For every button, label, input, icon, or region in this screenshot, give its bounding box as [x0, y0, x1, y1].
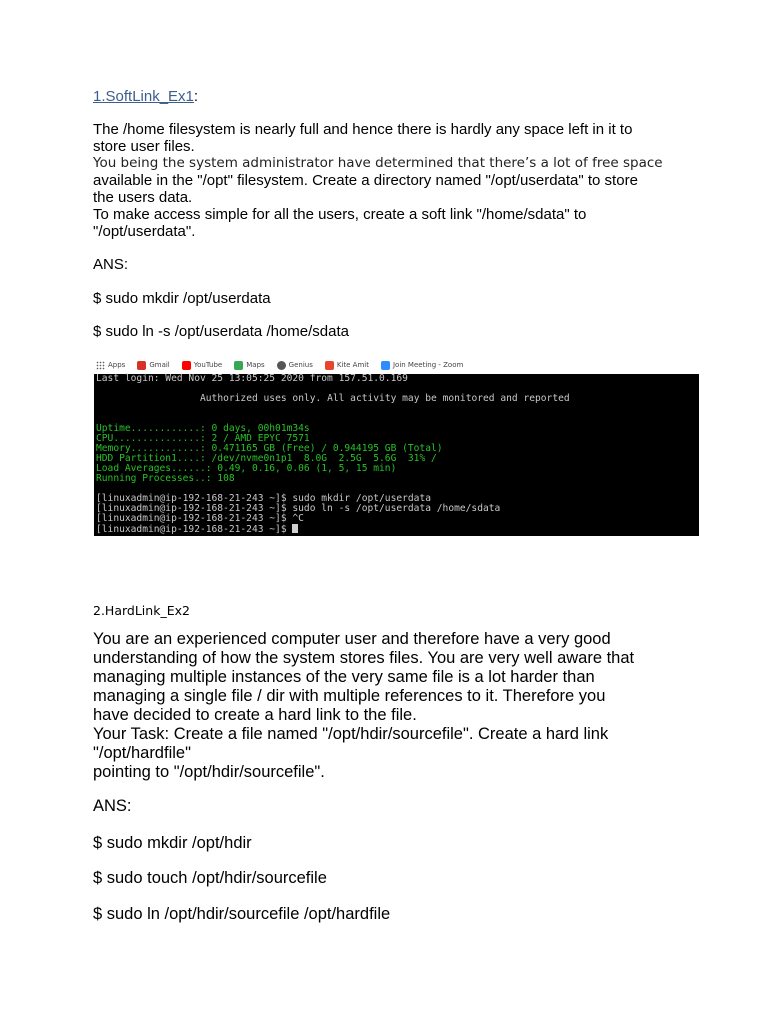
- terminal-prompt-ctrl-c: [linuxadmin@ip-192-168-21-243 ~]$ ^C: [96, 513, 304, 524]
- section1-para-line: To make access simple for all the users, create a soft link "/home/sdata" to: [93, 206, 587, 223]
- maps-icon: [234, 361, 243, 370]
- terminal-hdd: HDD Partition1....: /dev/nvme0n1p1 8.0G 2.5G 5.6G 31% /: [96, 453, 437, 464]
- terminal-cursor: [292, 524, 298, 533]
- section1-heading: [93, 88, 198, 105]
- section1-para-line: store user files.: [93, 138, 195, 155]
- section1-para-line: available in the "/opt" filesystem. Create a directory named "/opt/userdata" to store: [93, 172, 638, 189]
- section1-command-mkdir: $ sudo mkdir /opt/userdata: [93, 290, 271, 307]
- softlink-title-link[interactable]: 1.SoftLink_Ex1: [93, 88, 194, 105]
- terminal-load: Load Averages......: 0.49, 0.16, 0.06 (1, 5, 15 min): [96, 463, 397, 474]
- section2-para-line: managing a single file / dir with multiple references to it. Therefore you: [93, 687, 606, 705]
- bookmark-label: Kite Amit: [336, 361, 369, 369]
- bookmark-label: YouTube: [193, 361, 223, 369]
- terminal-banner: Authorized uses only. All activity may be monitored and reported: [200, 393, 570, 404]
- section2-command-mkdir: $ sudo mkdir /opt/hdir: [93, 834, 252, 852]
- terminal-prompt-ln: [linuxadmin@ip-192-168-21-243 ~]$ sudo ln -s /opt/userdata /home/sdata: [96, 503, 501, 514]
- bookmark-gmail[interactable]: [137, 361, 169, 370]
- section2-paragraph: [93, 630, 743, 782]
- bookmark-label: Maps: [246, 361, 265, 369]
- section2-command-ln: $ sudo ln /opt/hdir/sourcefile /opt/hardfile: [93, 905, 391, 923]
- section1-command-ln: $ sudo ln -s /opt/userdata /home/sdata: [93, 323, 349, 340]
- terminal-memory: Memory............: 0.471165 GB (Free) / 0.944195 GB (Total): [96, 443, 443, 454]
- section1-para-line: You being the system administrator have determined that there’s a lot of free space: [93, 155, 663, 171]
- bookmark-label: Genius: [288, 361, 313, 369]
- zoom-icon: [381, 361, 390, 370]
- section1-para-line: the users data.: [93, 189, 193, 206]
- section2-para-line: managing multiple instances of the very same file is a lot harder than: [93, 668, 595, 686]
- bookmark-label: Join Meeting - Zoom: [392, 361, 464, 369]
- terminal-processes: Running Processes..: 108: [96, 473, 235, 484]
- section2-ans-label: ANS:: [93, 797, 132, 815]
- terminal-prompt-text: [linuxadmin@ip-192-168-21-243 ~]$: [96, 524, 293, 535]
- bookmark-genius[interactable]: [277, 361, 313, 370]
- terminal-cpu: CPU...............: 2 / AMD EPYC 7571: [96, 433, 310, 444]
- terminal-last-login: Last login: Wed Nov 25 13:05:25 2020 from 157.51.0.169: [96, 373, 408, 384]
- bookmark-zoom[interactable]: [381, 361, 463, 370]
- browser-bookmarks-bar: [96, 356, 700, 374]
- bookmark-kite[interactable]: [325, 361, 369, 370]
- bookmark-youtube[interactable]: [182, 361, 222, 370]
- section2-para-line: pointing to "/opt/hdir/sourcefile".: [93, 763, 325, 781]
- terminal-blank-line: [96, 404, 699, 414]
- section2-para-line: understanding of how the system stores files. You are very well aware that: [93, 649, 635, 667]
- bookmark-maps[interactable]: [234, 361, 264, 370]
- section1-paragraph: [93, 121, 733, 240]
- bookmark-apps-grid[interactable]: [96, 361, 125, 370]
- youtube-icon: [182, 361, 191, 370]
- terminal-window: [94, 374, 699, 536]
- terminal-uptime: Uptime............: 0 days, 00h01m34s: [96, 423, 310, 434]
- section2-para-line: have decided to create a hard link to the file.: [93, 706, 417, 724]
- kite-icon: [325, 361, 334, 370]
- section2-heading: 2.HardLink_Ex2: [93, 603, 190, 618]
- section2-para-line: You are an experienced computer user and therefore have a very good: [93, 630, 611, 648]
- section1-ans-label: ANS:: [93, 256, 129, 273]
- terminal-prompt-mkdir: [linuxadmin@ip-192-168-21-243 ~]$ sudo mkdir /opt/userdata: [96, 493, 432, 504]
- gmail-icon: [137, 361, 146, 370]
- genius-icon: [277, 361, 286, 370]
- section2-para-line: Your Task: Create a file named "/opt/hdir/sourcefile". Create a hard link: [93, 725, 609, 743]
- apps-grid-icon: [96, 361, 105, 370]
- softlink-title-colon: :: [193, 88, 199, 105]
- bookmark-label: Apps: [108, 361, 126, 369]
- terminal-prompt-current[interactable]: [96, 524, 699, 534]
- section1-para-line: "/opt/userdata".: [93, 223, 196, 240]
- section2-command-touch: $ sudo touch /opt/hdir/sourcefile: [93, 869, 327, 887]
- section1-para-line: The /home filesystem is nearly full and hence there is hardly any space left in it to: [93, 121, 633, 138]
- section2-para-line: "/opt/hardfile": [93, 744, 191, 762]
- bookmark-label: Gmail: [149, 361, 170, 369]
